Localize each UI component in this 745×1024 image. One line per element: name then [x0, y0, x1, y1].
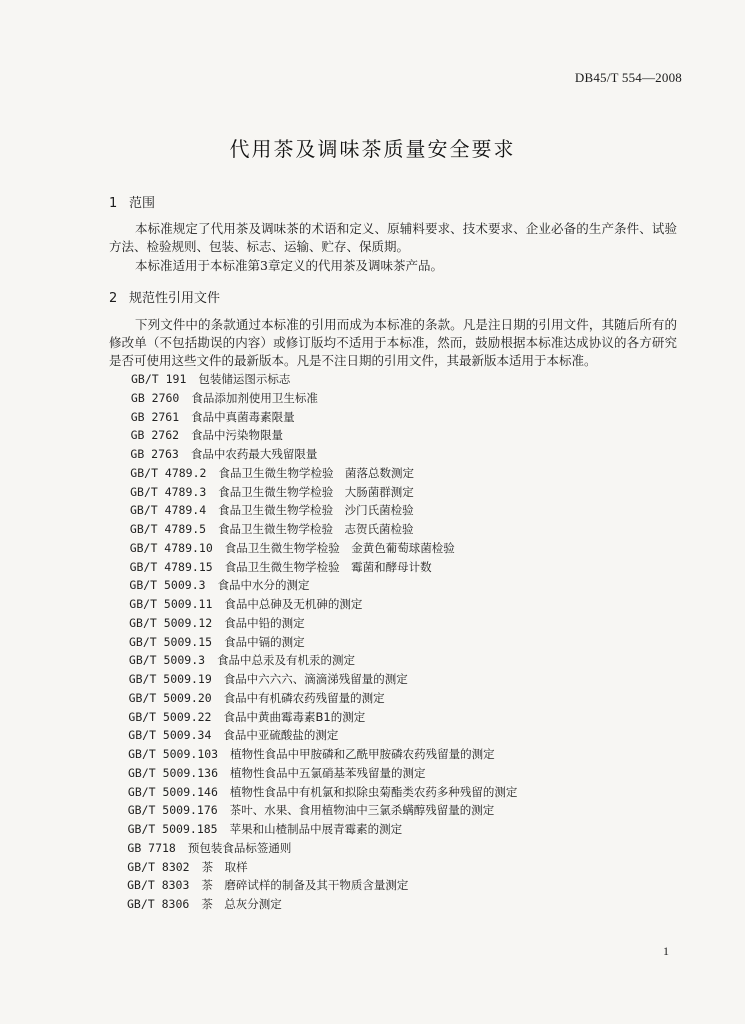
reference-code: GB/T 5009.20	[128, 690, 212, 705]
reference-title: 食品卫生微生物学检验 霉菌和酵母计数	[224, 559, 432, 574]
reference-code: GB/T 5009.19	[128, 672, 212, 686]
reference-title: 食品添加剂使用卫生标准	[191, 390, 318, 405]
reference-title: 包装储运图示标志	[198, 372, 291, 386]
reference-code: GB/T 5009.146	[127, 784, 218, 799]
reference-code: GB/T 8306	[127, 897, 190, 911]
reference-item	[129, 596, 362, 612]
reference-code: GB 7718	[127, 840, 176, 855]
reference-title: 食品中农药最大残留限量	[190, 447, 318, 461]
section-number: 2	[109, 291, 118, 306]
reference-item	[128, 765, 426, 781]
reference-item	[131, 409, 295, 425]
reference-item	[130, 446, 317, 462]
reference-title: 苹果和山楂制品中展青霉素的测定	[229, 822, 403, 836]
reference-item	[128, 784, 518, 800]
page-number: 1	[663, 944, 669, 958]
reference-item	[127, 840, 291, 856]
reference-code: GB 2761	[130, 409, 180, 424]
reference-code: GB/T 5009.34	[128, 728, 212, 743]
reference-code: GB/T 191	[131, 372, 187, 386]
reference-item	[129, 652, 355, 668]
reference-title: 食品中水分的测定	[217, 578, 310, 593]
reference-code: GB/T 8302	[127, 859, 190, 874]
reference-item	[128, 727, 338, 743]
reference-code: GB/T 5009.3	[128, 653, 206, 668]
reference-title: 茶 磨碎试样的制备及其干物质含量测定	[201, 878, 409, 893]
reference-title: 食品中总汞及有机汞的测定	[217, 653, 356, 668]
reference-title: 植物性食品中甲胺磷和乙酰甲胺磷农药残留量的测定	[230, 747, 495, 761]
reference-code: GB/T 4789.4	[130, 503, 207, 518]
reference-item	[130, 559, 432, 575]
section-title: 规范性引用文件	[129, 291, 221, 306]
reference-code: GB/T 5009.176	[127, 803, 218, 818]
reference-title: 食品卫生微生物学检验 沙门氏菌检验	[218, 503, 414, 518]
reference-code: GB 2762	[130, 428, 180, 443]
reference-item	[127, 859, 247, 875]
reference-item	[130, 484, 414, 500]
reference-code: GB/T 4789.10	[129, 540, 213, 555]
reference-code: GB 2760	[130, 390, 180, 405]
reference-item	[130, 521, 414, 537]
reference-item	[128, 746, 495, 762]
reference-code: GB/T 4789.3	[130, 484, 207, 499]
scope-paragraph-1: 本标准规定了代用茶及调味茶的术语和定义、原辅料要求、技术要求、企业必备的生产条件、试验方法、检验规则、包装、标志、运输、贮存、保质期。	[109, 221, 677, 254]
reference-title: 食品中污染物限量	[191, 428, 284, 443]
reference-title: 植物性食品中有机氯和拟除虫菊酯类农药多种残留的测定	[229, 784, 518, 799]
reference-item	[128, 709, 365, 725]
reference-title: 食品中铅的测定	[224, 615, 305, 630]
reference-code: GB/T 4789.15	[129, 559, 213, 574]
section-1-heading	[109, 192, 155, 211]
reference-code: GB/T 4789.2	[130, 465, 207, 480]
reference-item	[131, 427, 283, 443]
reference-title: 食品中真菌毒素限量	[191, 409, 295, 424]
reference-title: 食品中亚硫酸盐的测定	[223, 728, 339, 743]
scope-paragraph-2: 本标准适用于本标准第3章定义的代用茶及调味茶产品。	[135, 258, 443, 273]
document-code: DB45/T 554—2008	[574, 70, 682, 85]
reference-title: 食品卫生微生物学检验 金黄色葡萄球菌检验	[224, 540, 455, 555]
reference-code: GB/T 8303	[127, 878, 190, 893]
reference-title: 食品卫生微生物学检验 大肠菌群测定	[218, 484, 414, 499]
reference-item	[129, 577, 309, 593]
reference-item	[127, 877, 408, 893]
reference-item	[129, 615, 305, 631]
reference-title: 食品卫生微生物学检验 菌落总数测定	[218, 465, 414, 480]
reference-item	[128, 821, 403, 837]
reference-title: 食品卫生微生物学检验 志贺氏菌检验	[218, 522, 414, 536]
reference-code: GB 2763	[130, 447, 179, 461]
reference-item	[130, 540, 455, 556]
reference-title: 食品中镉的测定	[224, 634, 305, 649]
document-title: 代用茶及调味茶质量安全要求	[229, 137, 516, 161]
reference-code: GB/T 5009.22	[128, 709, 212, 724]
section-number: 1	[109, 196, 118, 211]
section-2-heading	[109, 287, 220, 306]
reference-item	[127, 896, 282, 912]
reference-title: 食品中六六六、滴滴涕残留量的测定	[223, 672, 408, 686]
normative-references-paragraph: 下列文件中的条款通过本标准的引用而成为本标准的条款。凡是注日期的引用文件，其随后所有的修改单（不包括勘误的内容）或修订版均不适用于本标准，然而，鼓励根据本标准达成协议的各方研究是否可使用这些文件的最新版本。凡是不注日期的引用文件，其最新版本适用于本标准。	[109, 317, 677, 368]
reference-code: GB/T 5009.103	[128, 747, 219, 761]
reference-code: GB/T 5009.3	[129, 578, 206, 593]
section-title: 范围	[129, 196, 156, 211]
reference-code: GB/T 5009.11	[129, 597, 213, 611]
reference-title: 茶叶、水果、食用植物油中三氯杀螨醇残留量的测定	[229, 803, 495, 818]
reference-title: 植物性食品中五氯硝基苯残留量的测定	[230, 765, 426, 780]
reference-item	[130, 465, 414, 481]
reference-item	[129, 690, 385, 706]
reference-title: 茶 取样	[201, 859, 248, 874]
reference-item	[131, 371, 290, 387]
reference-title: 食品中黄曲霉毒素B1的测定	[223, 709, 366, 724]
reference-item	[131, 390, 318, 406]
reference-item	[129, 671, 408, 687]
reference-item	[129, 634, 305, 650]
reference-code: GB/T 4789.5	[129, 522, 207, 536]
reference-code: GB/T 5009.12	[129, 615, 213, 630]
reference-code: GB/T 5009.136	[128, 765, 219, 780]
reference-code: GB/T 5009.185	[127, 822, 218, 836]
reference-item	[128, 802, 495, 818]
reference-title: 预包装食品标签通则	[187, 840, 292, 855]
reference-title: 茶 总灰分测定	[201, 897, 282, 911]
reference-title: 食品中总砷及无机砷的测定	[224, 597, 363, 611]
reference-title: 食品中有机磷农药残留量的测定	[223, 690, 385, 705]
reference-code: GB/T 5009.15	[129, 634, 213, 649]
reference-item	[130, 502, 414, 518]
